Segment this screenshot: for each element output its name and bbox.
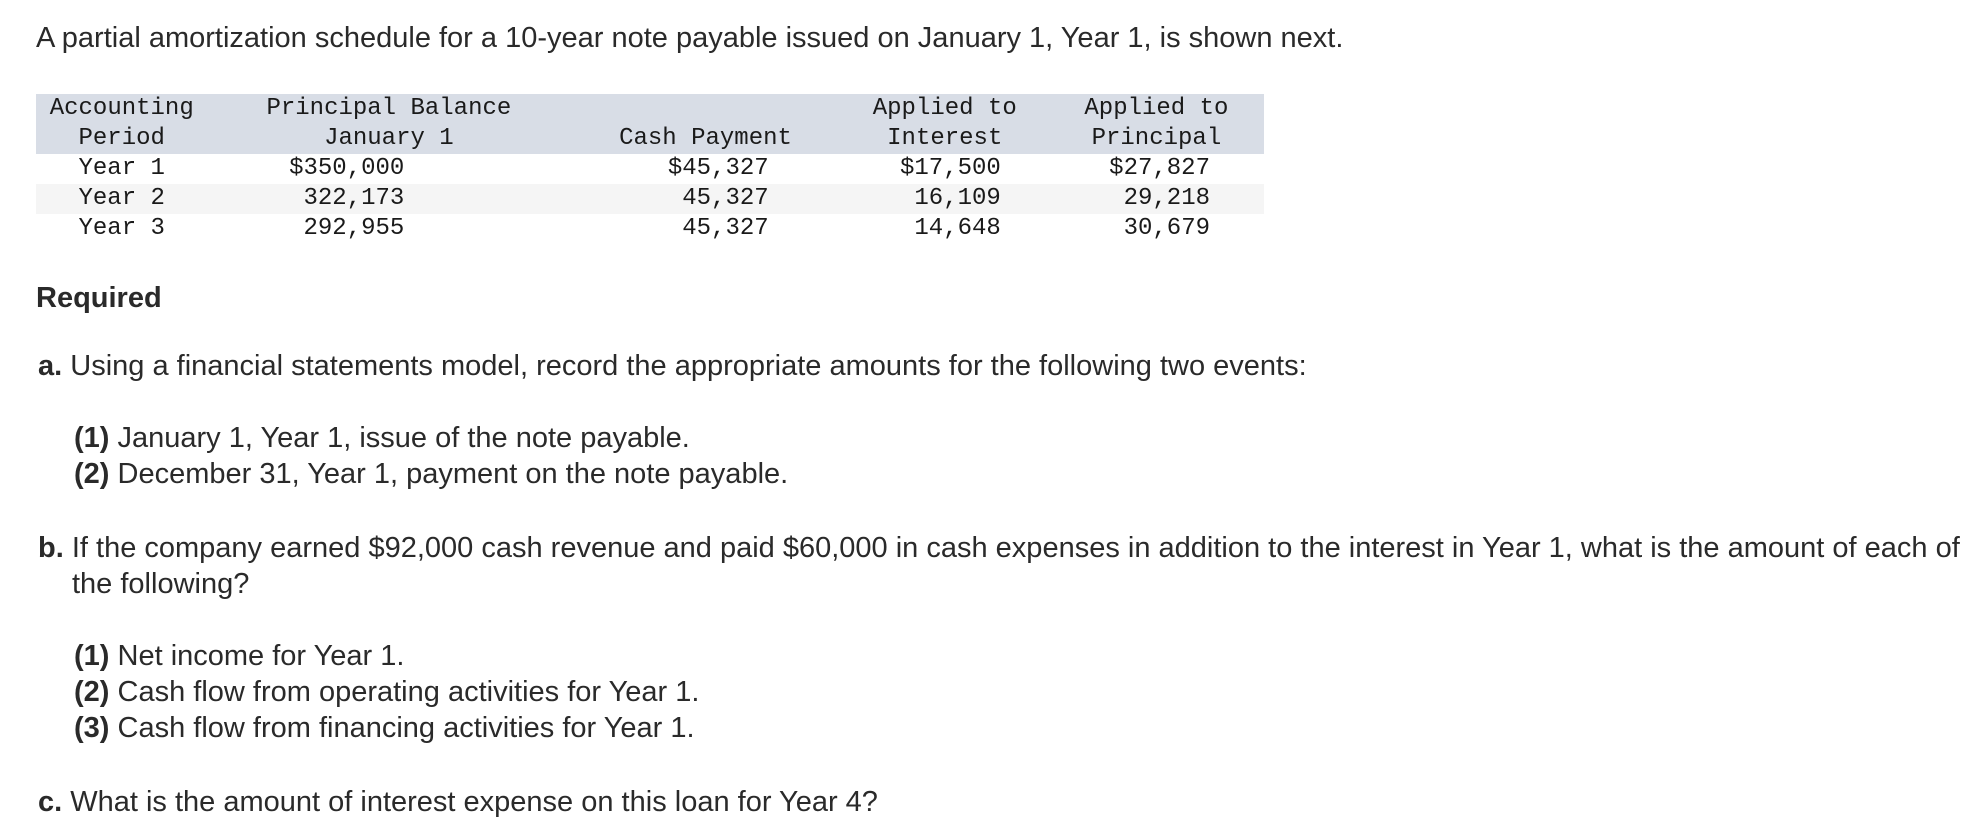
table-header-row-1 (36, 94, 1264, 124)
list-item (74, 638, 699, 674)
header-interest-line1: Applied to (841, 94, 1049, 124)
part-b-letter: b. (38, 532, 64, 564)
cell-cash-payment: 45,327 (682, 215, 769, 242)
part-c-text: What is the amount of interest expense on this loan for Year 4? (70, 786, 878, 818)
table-row (36, 154, 1264, 184)
item-text: Net income for Year 1. (117, 640, 405, 672)
cell-applied-interest: 16,109 (841, 184, 1049, 214)
table-row (36, 184, 1264, 214)
item-number: (3) (74, 712, 110, 744)
item-number: (1) (74, 640, 110, 672)
part-a-question (38, 348, 1307, 384)
cell-applied-interest: 14,648 (914, 215, 1001, 242)
table-header-row-2 (36, 124, 1264, 154)
item-text: December 31, Year 1, payment on the note payable. (117, 458, 789, 490)
part-a-letter: a. (38, 350, 63, 382)
part-b-question (38, 530, 1962, 602)
cell-applied-principal: 30,679 (1123, 215, 1210, 242)
header-period-line1: Accounting (36, 94, 207, 124)
cell-cash-payment: $45,327 (667, 155, 769, 182)
part-b-text: If the company earned $92,000 cash revenue and paid $60,000 in cash expenses in addition to the interest in Year 1, what is the amount of each of the following? (71, 532, 1960, 600)
table-row (36, 214, 1264, 244)
header-interest-line2: Interest (841, 124, 1049, 154)
cell-period: Year 1 (78, 155, 165, 182)
list-item (74, 420, 788, 456)
part-c-question (38, 784, 878, 820)
header-period-line2: Period (36, 124, 207, 154)
cell-applied-principal: 29,218 (1049, 184, 1264, 214)
list-item (74, 710, 699, 746)
cell-balance: $350,000 (289, 155, 405, 182)
cell-period: Year 2 (36, 184, 207, 214)
cell-cash-payment: 45,327 (570, 184, 840, 214)
cell-applied-principal: $27,827 (1109, 155, 1210, 182)
item-text: Cash flow from financing activities for Year 1. (117, 712, 695, 744)
intro-text: A partial amortization schedule for a 10-year note payable issued on January 1, Year 1, is shown next. (36, 22, 1344, 54)
part-a-text: Using a financial statements model, record the appropriate amounts for the following two events: (70, 350, 1307, 382)
header-balance-line1: Principal Balance (207, 94, 570, 124)
part-a-items (74, 420, 788, 492)
part-b-items (74, 638, 699, 746)
cell-period: Year 3 (78, 215, 165, 242)
list-item (74, 674, 699, 710)
list-item (74, 456, 788, 492)
header-cash-line1 (570, 94, 840, 124)
cell-applied-interest: $17,500 (900, 155, 1001, 182)
cell-balance: 292,955 (303, 215, 405, 242)
item-number: (1) (74, 422, 110, 454)
header-balance-line2: January 1 (207, 124, 570, 154)
part-c-letter: c. (38, 786, 63, 818)
item-number: (2) (74, 676, 110, 708)
item-text: January 1, Year 1, issue of the note payable. (117, 422, 690, 454)
header-principal-line1: Applied to (1049, 94, 1264, 124)
item-number: (2) (74, 458, 110, 490)
header-cash-line2: Cash Payment (570, 124, 840, 154)
required-heading: Required (36, 282, 162, 314)
amortization-schedule-table (36, 94, 1264, 244)
header-principal-line2: Principal (1049, 124, 1264, 154)
cell-balance: 322,173 (207, 184, 570, 214)
item-text: Cash flow from operating activities for Year 1. (117, 676, 700, 708)
